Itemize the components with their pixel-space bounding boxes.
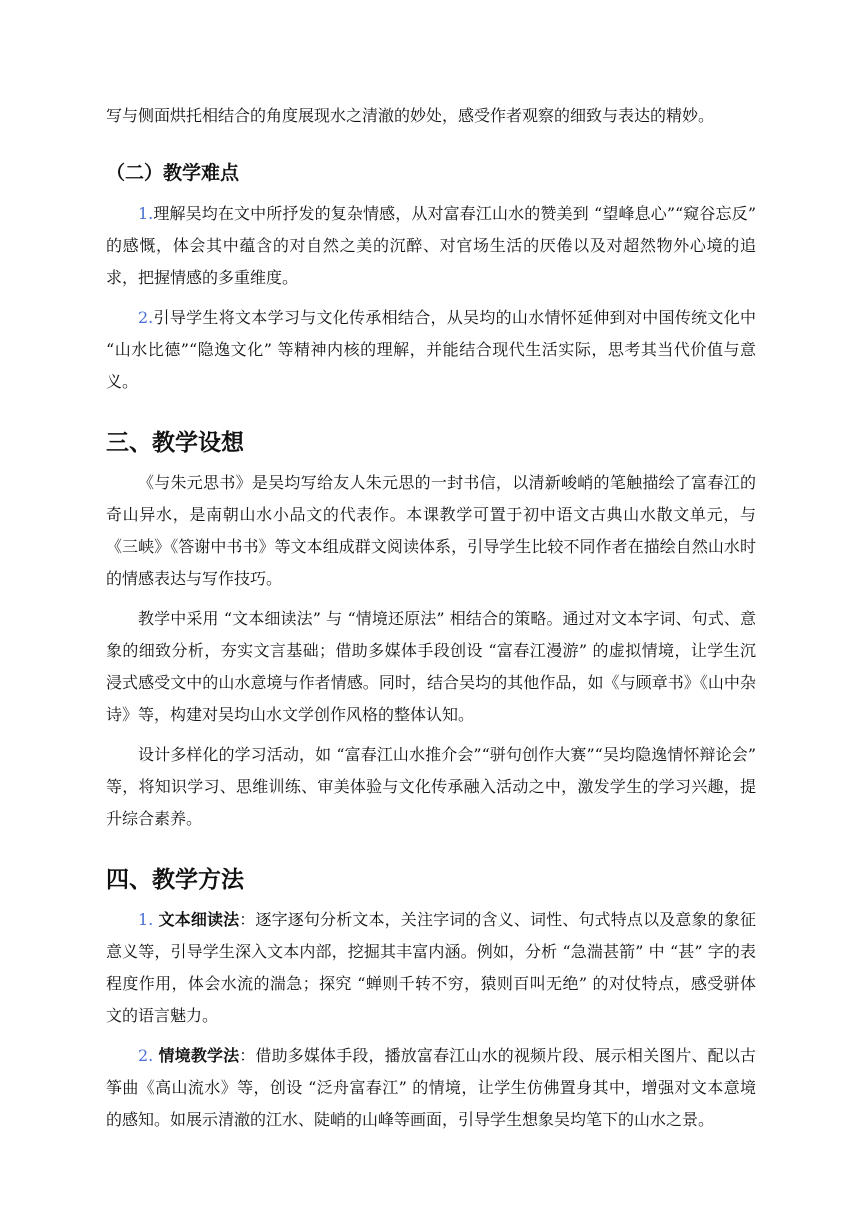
method-term: 情境教学法	[158, 1046, 240, 1065]
method-item-1	[106, 904, 756, 1032]
difficulty-item-1	[106, 198, 756, 294]
continuation-paragraph: 写与侧面烘托相结合的角度展现水之清澈的妙处，感受作者观察的细致与表达的精妙。	[106, 106, 715, 125]
item-number: 1.	[138, 204, 154, 223]
method-text: ：借助多媒体手段，播放富春江山水的视频片段、展示相关图片、配以古筝曲《高山流水》等，创设 “泛舟富春江” 的情境，让学生仿佛置身其中，增强对文本意境的感知。如展示清澈的江水、陡峭的山峰等画面，引导学生想象吴均笔下的山水之景。	[106, 1046, 756, 1129]
item-text: 理解吴均在文中所抒发的复杂情感，从对富春江山水的赞美到 “望峰息心”“窥谷忘反” 的感慨，体会其中蕴含的对自然之美的沉醉、对官场生活的厌倦以及对超然物外心境的追求，把握情感的多重维度。	[106, 204, 756, 287]
method-item-2	[106, 1040, 756, 1136]
item-number: 2.	[138, 1046, 154, 1065]
item-text: 引导学生将文本学习与文化传承相结合，从吴均的山水情怀延伸到对中国传统文化中 “山水比德”“隐逸文化” 等精神内核的理解，并能结合现代生活实际，思考其当代价值与意义。	[106, 308, 756, 391]
method-text: ：逐字逐句分析文本，关注字词的含义、词性、句式特点以及意象的象征意义等，引导学生深入文本内部，挖掘其丰富内涵。例如，分析 “急湍甚箭” 中 “甚” 字的表程度作用，体会水流的湍急；探究 “蝉则千转不穷，猿则百叫无绝” 的对仗特点，感受骈体文的语言魅力。	[106, 910, 756, 1025]
section-heading-teaching-concept: 三、教学设想	[106, 430, 244, 456]
concept-paragraph-2: 教学中采用 “文本细读法” 与 “情境还原法” 相结合的策略。通过对文本字词、句式、意象的细致分析，夯实文言基础；借助多媒体手段创设 “富春江漫游” 的虚拟情境，让学生沉浸式感受文中的山水意境与作者情感。同时，结合吴均的其他作品，如《与顾章书》《山中杂诗》等，构建对吴均山水文学创作风格的整体认知。	[106, 609, 756, 724]
item-number: 2.	[138, 308, 154, 327]
section-heading-teaching-methods: 四、教学方法	[106, 867, 244, 893]
document-body	[106, 100, 756, 1136]
concept-paragraph-1: 《与朱元思书》是吴均写给友人朱元思的一封书信，以清新峻峭的笔触描绘了富春江的奇山异水，是南朝山水小品文的代表作。本课教学可置于初中语文古典山水散文单元，与《三峡》《答谢中书书》等文本组成群文阅读体系，引导学生比较不同作者在描绘自然山水时的情感表达与写作技巧。	[106, 473, 756, 588]
method-term: 文本细读法	[158, 910, 240, 929]
item-number: 1.	[138, 910, 154, 929]
concept-paragraph-3: 设计多样化的学习活动，如 “富春江山水推介会”“骈句创作大赛”“吴均隐逸情怀辩论会” 等，将知识学习、思维训练、审美体验与文化传承融入活动之中，激发学生的学习兴趣，提升综合素养。	[106, 745, 756, 828]
difficulty-item-2	[106, 302, 756, 398]
subheading-teaching-difficulties: （二）教学难点	[106, 162, 240, 184]
